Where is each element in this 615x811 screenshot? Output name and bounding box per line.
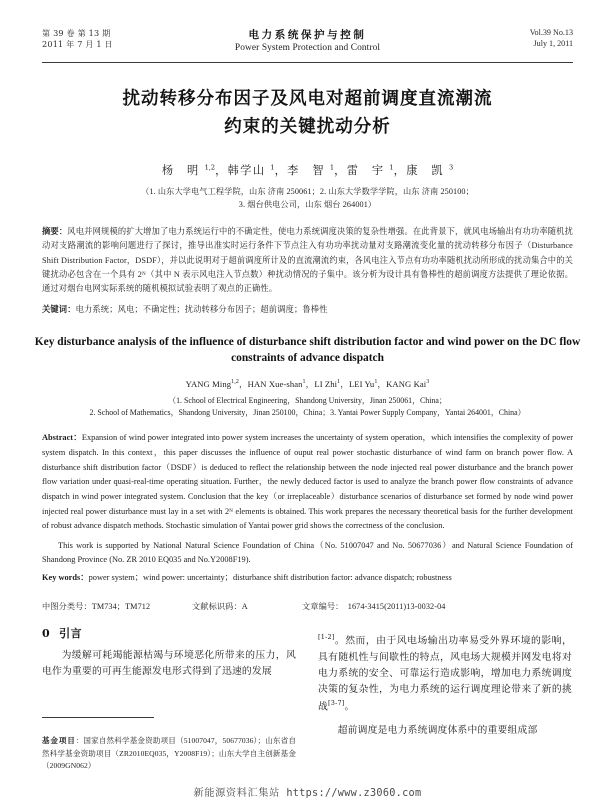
affiliation-cn-line1: （1. 山东大学电气工程学院，山东 济南 250061；2. 山东大学数学学院，山东 济南 250100；: [141, 186, 474, 196]
funding-footnote: [42, 735, 296, 772]
page-title: [70, 85, 545, 142]
keywords-en: [42, 571, 573, 585]
watermark-site-name: 新能源资料汇集站: [193, 788, 280, 799]
volume-issue-en: Vol.39 No.13: [529, 28, 573, 37]
abstract-en-block: [42, 431, 573, 612]
section-title: 引言: [59, 627, 82, 641]
abstract-cn-text: 风电并网规模的扩大增加了电力系统运行中的不确定性，使电力系统调度决策的复杂性增强。在此背景下，就风电场输出有功功率随机扰动对支路潮流的影响问题进行了探讨，推导出准实时运行条件下节点注入有功功率扰动量对支路潮流变化量的扰动转移分布因子（Disturbance Shift Distribution Factor，DSDF），并以此说明对于超前调度所计及的直流潮流约束，各风电注入节点有功功率随机扰动所形成的扰动集合中的关键扰动必包含在一个具有 2ᴺ（其中 N 表示风电注入节点数）种扰动情况的子集中。该分析为设计具有鲁棒性的超前调度方法提供了理论依据。通过对烟台电网实际系统的随机模拟试验表明了观点的正确性。: [42, 227, 574, 293]
intro-period: 。: [344, 701, 355, 713]
authors-cn: 杨 明 $^{1,2}$，韩学山 $^1$，李 智 $^1$，雷 宇 $^1$，康 凯 $^3$: [161, 162, 454, 177]
volume-issue-cn: 第 39 卷 第 13 期: [42, 28, 111, 38]
article-number-value: 1674-3415(2011)13-0032-04: [347, 602, 446, 612]
abstract-en-label: Abstract：: [42, 433, 82, 443]
clc-label: 中图分类号：: [42, 602, 92, 612]
document-code-label: 文献标识码：: [192, 602, 242, 612]
keywords-en-label: Key words：: [42, 572, 89, 582]
keywords-cn-label: 关键词：: [42, 305, 76, 315]
intro-paragraph-right: [318, 632, 572, 716]
body-columns: [42, 625, 573, 775]
intro-sup-1: [1-2]: [318, 633, 335, 642]
affiliation-en-line2: 2. School of Mathematics，Shandong University，Jinan 250100，China；3. Yantai Power Supply Company，Yantai 264001，China）: [89, 408, 526, 418]
section-number: 0: [42, 627, 51, 641]
paragraph-advance-dispatch: 超前调度是电力系统调度体系中的重要组成部: [337, 724, 538, 736]
keywords-cn-text: 电力系统；风电；不确定性；扰动转移分布因子；超前调度；鲁棒性: [75, 305, 328, 315]
affiliations-cn: [0, 185, 615, 212]
publication-date-en: July 1, 2011: [533, 38, 573, 48]
intro-continuation: 。然而，由于风电场输出功率易受外界环境的影响，具有随机性与间歇性的特点，风电场大规模并网发电将对电力系统的安全、可靠运行造成影响，增加电力系统调度决策的复杂性，为电力系统的运行调度理论带来了新的挑战: [318, 635, 572, 713]
clc-value: TM734；TM712: [91, 602, 151, 612]
intro-paragraph-left: 为缓解可耗竭能源枯竭与环境恶化所带来的压力，风电作为重要的可再生能源发电形式得到了迅速的发展: [42, 650, 296, 678]
title-en: Key disturbance analysis of the influence of disturbance shift distribution factor and wind power on the DC flow constraints of advance dispatch: [34, 336, 581, 365]
abstract-en-text: Expansion of wind power integrated into power system increases the uncertainty of system operation，which intensifies the complexity of power system dispatch. In this context，this paper discusses the influence of ouput real power stochastic disturbance of wind farm on branch power flow. A disturbance shift distribution factor（DSDF）is deduced to reflect the relationship between the node injected real power disturbance and the branch power flow variation under quasi-real-time operating situation. Further，the newly deduced factor is used to analyze the branch power flow constraints of advance dispatch in wind power integrated system. Conclusion that the key（or irreplaceable）disturbance scenarios of disturbance set formed by node wind power injected real power disturbance must lay in a set with 2ᴺ elements is obtained. This work prepares the necessary theoretical basis for the further development of robust advance dispatch methods. Stochastic simulation of Yantai power grid shows the correctness of the conclusion.: [42, 433, 573, 531]
body-column-right: [318, 625, 572, 775]
intro-sup-2: [3-7]: [328, 699, 345, 708]
keywords-en-text: power system；wind power: uncertainty；disturbance shift distribution factor: advance dispatch; robustness: [88, 572, 452, 582]
title-cn-line1: 扰动转移分布因子及风电对超前调度直流潮流: [122, 89, 493, 109]
abstract-cn: [42, 225, 573, 296]
authors-en: YANG Ming$^{1,2}$，HAN Xue-shan$^1$，LI Zhi$^1$，LEI Yu$^1$，KANG Kai$^3$: [185, 378, 430, 389]
masthead-center: [42, 27, 573, 53]
site-watermark: [0, 784, 615, 799]
affiliations-en: [0, 395, 615, 421]
watermark-url: https://www.z3060.com: [286, 788, 422, 799]
abstract-cn-label: 摘要：: [42, 227, 68, 237]
funding-footnote-text: ：国家自然科学基金资助项目（51007047，50677036）；山东省自然科学基金资助项目（ZR2010EQ035，Y2008F19）；山东大学自主创新基金（2009GN062）: [42, 736, 296, 770]
document-code: [192, 601, 302, 612]
abstract-en: [42, 431, 573, 534]
abstract-cn-block: [42, 225, 573, 317]
title-cn-line2: 约束的关键扰动分析: [224, 117, 391, 138]
journal-title-en: Power System Protection and Control: [234, 43, 381, 53]
publication-date-cn: 2011 年 7 月 1 日: [42, 38, 113, 49]
section-heading-intro: [42, 625, 296, 641]
funding-statement-en: This work is supported by National Natural Science Foundation of China（No. 51007047 and No. 50677036）and Natural Science Foundation of Shandong Province (No. ZR 2010 EQ035 and No.Y2008F19).: [42, 540, 573, 565]
article-number: [302, 601, 573, 612]
journal-title-cn: 电力系统保护与控制: [248, 29, 367, 41]
keywords-cn: [42, 303, 573, 317]
masthead-right: [530, 28, 573, 50]
affiliation-en-line1: （1. School of Electrical Engineering，Shandong University，Jinan 250061，China；: [168, 395, 447, 405]
footnote-rule: [42, 717, 154, 718]
clc-number: [42, 601, 192, 612]
funding-footnote-label: 基金项目: [42, 736, 76, 746]
document-code-value: A: [241, 602, 248, 612]
body-column-left: [42, 625, 296, 775]
classification-line: [42, 601, 573, 612]
article-number-label: 文章编号：: [302, 602, 344, 612]
document-page: [0, 28, 615, 811]
affiliation-cn-line2: 3. 烟台供电公司，山东 烟台 264001）: [238, 199, 377, 209]
journal-masthead: [42, 28, 573, 63]
